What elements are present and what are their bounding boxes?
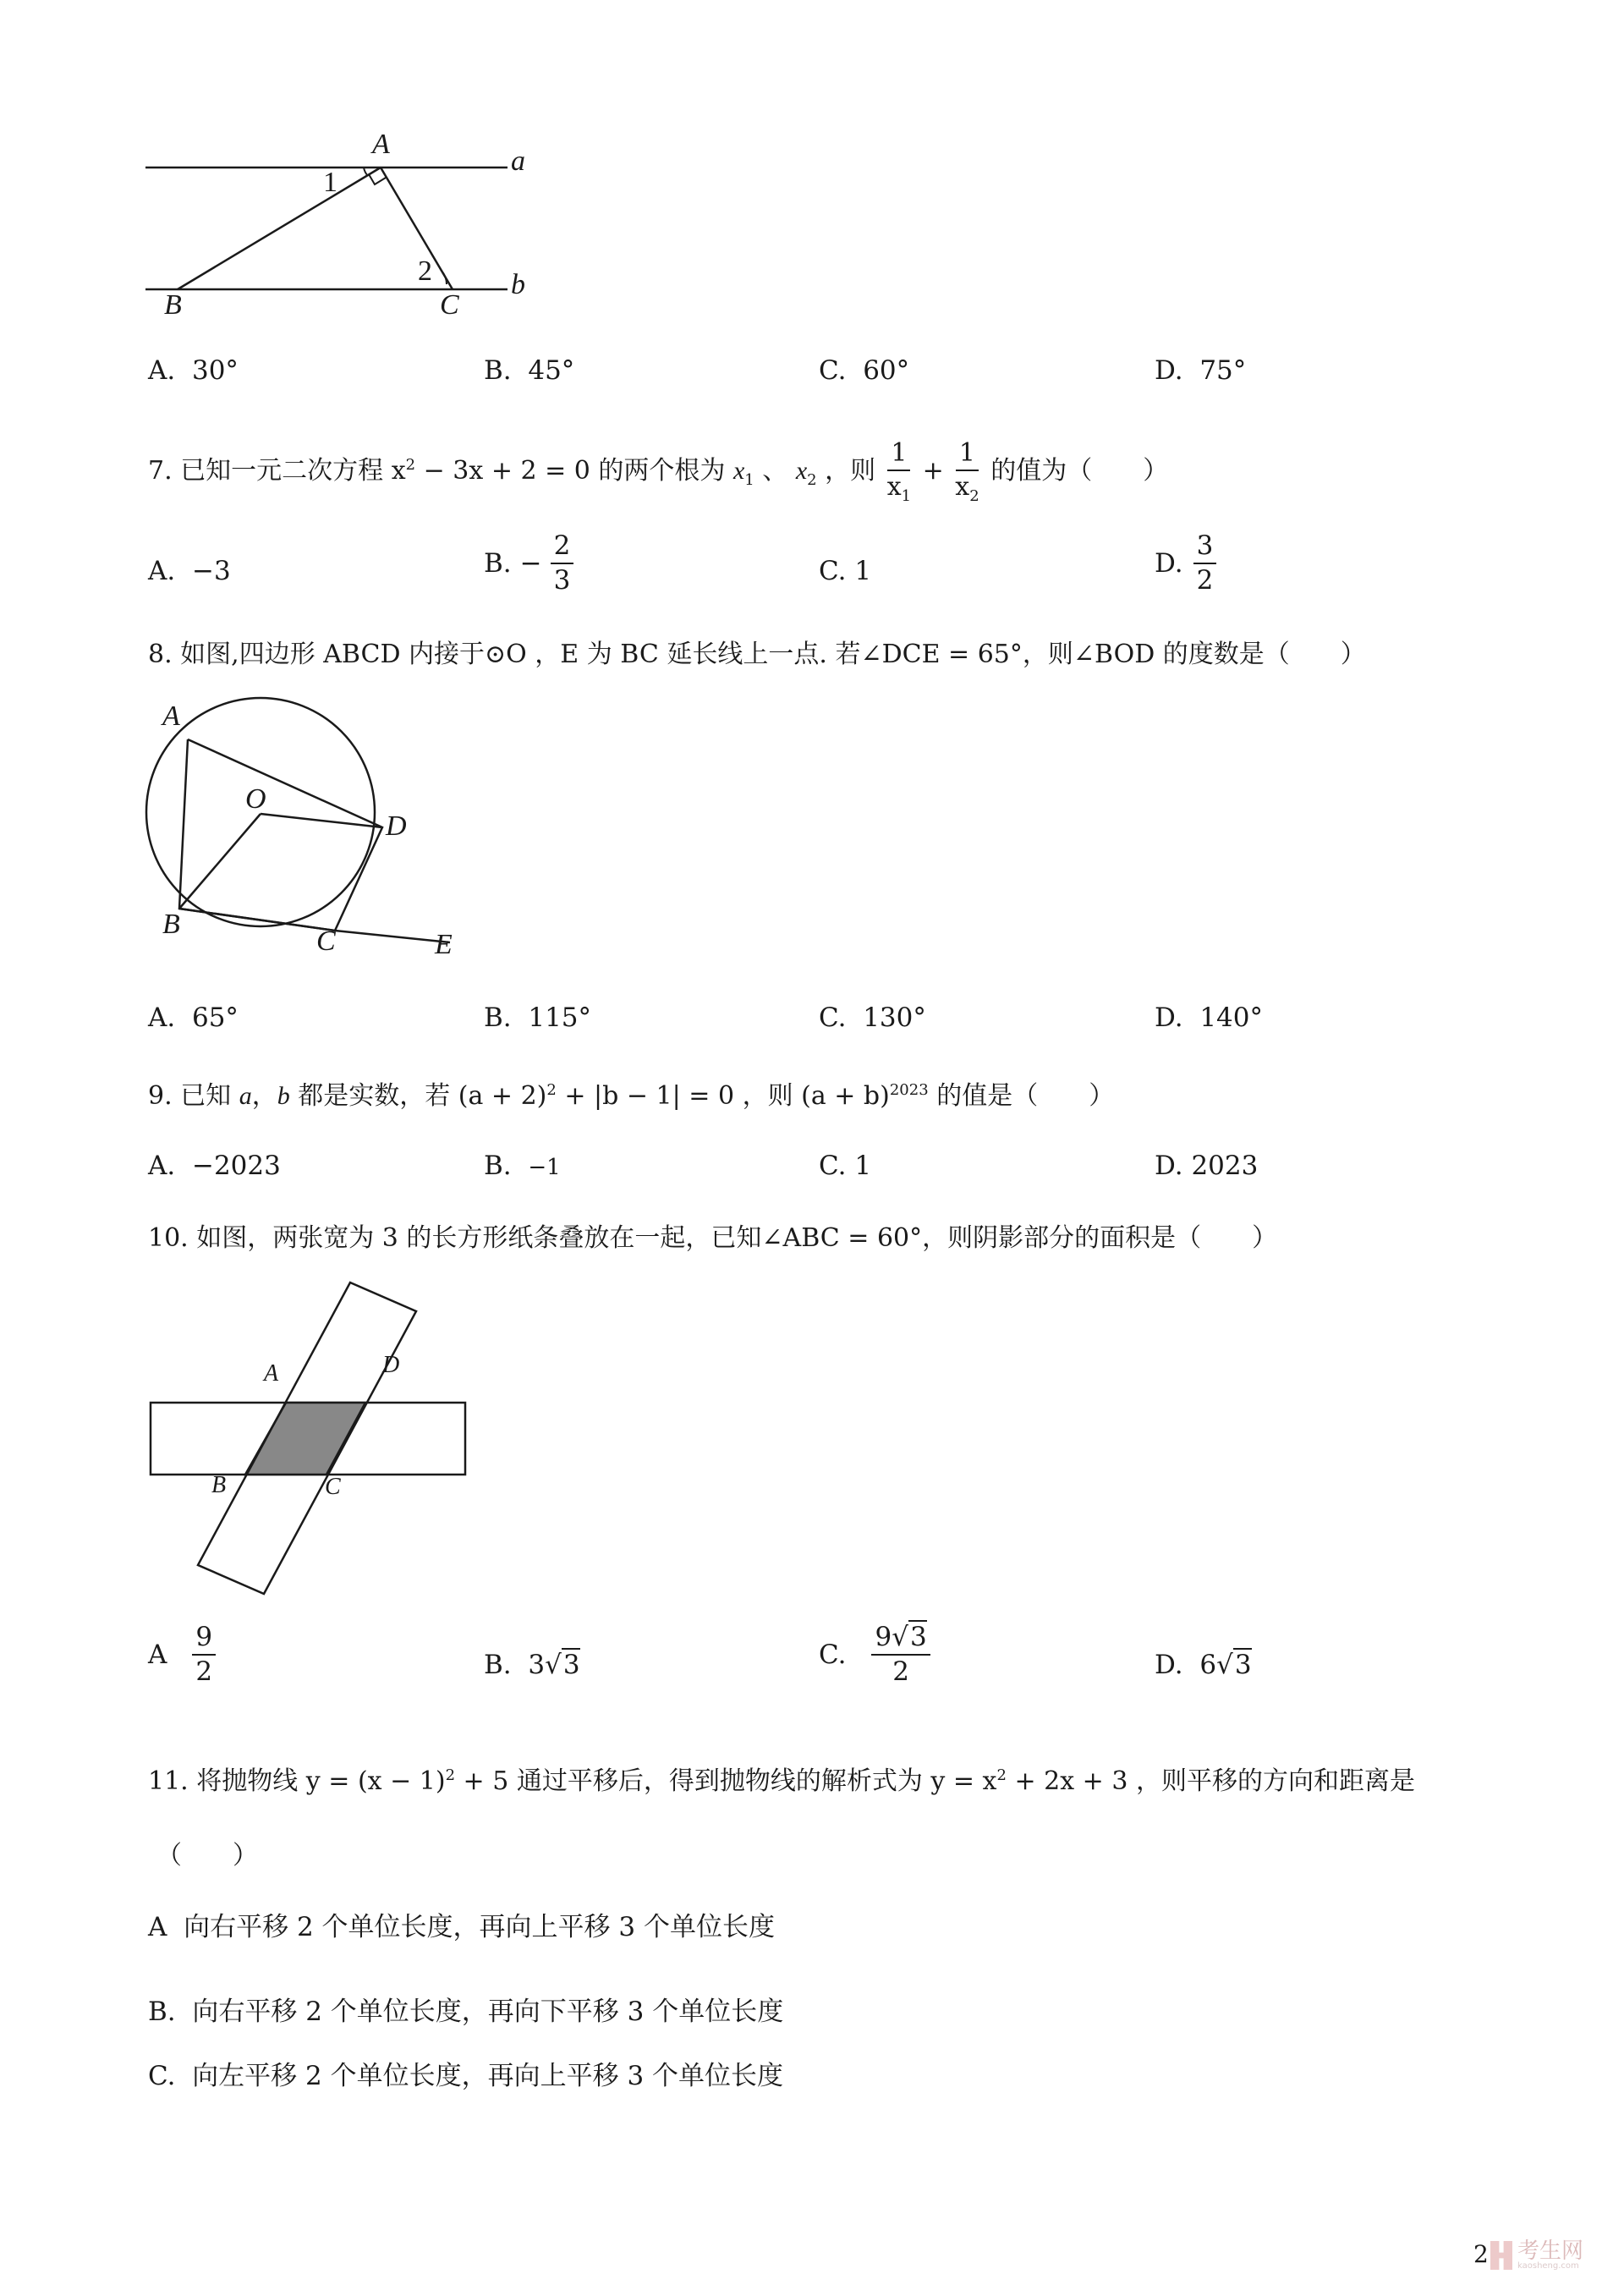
watermark	[1490, 2240, 1583, 2271]
q10-stem: 10. 如图，两张宽为 3 的长方形纸条叠放在一起，已知∠ABC = 60°，则阴影部分的面积是（ ）	[148, 1223, 1278, 1253]
fig8-label-E: E	[435, 929, 453, 960]
q10-option-a[interactable]: A $\frac{9}{2}$	[148, 1624, 216, 1685]
q7-option-d[interactable]: D. $\frac{3}{2}$	[1155, 533, 1216, 594]
option-value: 60°	[863, 355, 910, 386]
q11-answer-paren: （ ）	[156, 1841, 258, 1870]
q7-option-b[interactable]: B. − $\frac{2}{3}$	[484, 533, 573, 594]
q7-stem: 7. 已知一元二次方程 $x^2 - 3x + 2 = 0$ 的两个根为 $x_1$ 、 $x_2$ ，则 $\frac{1}{x_1}$ + $\frac{1}{x_2}$ 的值为（ ）	[148, 437, 1169, 505]
page-number: 2	[1473, 2240, 1489, 2268]
option-label: B.	[484, 355, 512, 386]
fig8-label-C: C	[316, 926, 336, 957]
q10-option-c[interactable]: C. $\frac{9√3}{2}$	[819, 1624, 930, 1685]
fig8-label-D: D	[386, 810, 407, 842]
figure-q10-overlapping-strips	[135, 1269, 491, 1607]
q6-option-c[interactable]	[819, 355, 909, 386]
q11-option-a[interactable]: A 向右平移 2 个单位长度，再向上平移 3 个单位长度	[148, 1912, 775, 1942]
q9-option-d[interactable]: D. 2023	[1155, 1151, 1259, 1181]
q8-stem: 8. 如图,四边形 ABCD 内接于⊙O ，E 为 BC 延长线上一点. 若∠DCE = 65°，则∠BOD 的度数是（ ）	[148, 640, 1366, 669]
option-label: A.	[148, 355, 176, 386]
q9-option-a[interactable]: A. −2023	[148, 1151, 281, 1181]
fig6-label-a: a	[511, 146, 525, 177]
option-label: C.	[819, 355, 847, 386]
q9-option-c[interactable]: C. 1	[819, 1151, 872, 1181]
fig10-label-D: D	[382, 1352, 400, 1378]
q6-option-d[interactable]	[1155, 355, 1246, 386]
q9-option-b[interactable]: B. −1	[484, 1151, 561, 1181]
q11-option-b[interactable]: B. 向右平移 2 个单位长度，再向下平移 3 个单位长度	[148, 1997, 784, 2027]
q8-option-c[interactable]: C. 130°	[819, 1002, 926, 1033]
q8-option-b[interactable]: B. 115°	[484, 1002, 592, 1033]
q9-stem: 9. 已知 a，b 都是实数，若 $(a + 2)^2 + |b - 1| = 0$ ，则 $(a + b)^{2023}$ 的值是（ ）	[148, 1081, 1115, 1111]
q6-option-a[interactable]	[148, 355, 239, 386]
fig8-label-A: A	[162, 700, 180, 732]
q8-option-a[interactable]: A. 65°	[148, 1002, 239, 1033]
watermark-text: 考生网	[1517, 2238, 1584, 2264]
fig6-label-B: B	[164, 289, 182, 321]
fig10-label-A: A	[264, 1360, 279, 1387]
fig6-label-A: A	[372, 129, 390, 160]
fig8-label-O: O	[245, 783, 266, 815]
q10-option-d[interactable]: D. 6√3	[1155, 1650, 1252, 1680]
fig10-label-C: C	[325, 1474, 341, 1500]
option-value: 75°	[1199, 355, 1247, 386]
fraction-1-over-x2: $\frac{1}{x_2}$	[955, 437, 979, 505]
q11-option-c[interactable]: C. 向左平移 2 个单位长度，再向上平移 3 个单位长度	[148, 2061, 784, 2091]
fig8-label-B: B	[162, 909, 180, 940]
option-value: 45°	[528, 355, 575, 386]
q11-stem: 11. 将抛物线 $y = (x - 1)^2 + 5$ 通过平移后，得到抛物线的解析式为 $y = x^2 + 2x + 3$ ，则平移的方向和距离是	[148, 1766, 1415, 1796]
figure-q6-parallel-lines	[135, 127, 550, 330]
fraction-1-over-x1: $\frac{1}{x_1}$	[886, 437, 912, 505]
option-label: D.	[1155, 355, 1183, 386]
q10-option-b[interactable]: B. 3√3	[484, 1650, 580, 1680]
q7-option-a[interactable]: A. −3	[148, 556, 231, 586]
fig6-label-1: 1	[323, 167, 337, 198]
option-value: 30°	[191, 355, 239, 386]
fig6-label-b: b	[511, 269, 525, 300]
fig6-label-2: 2	[418, 255, 432, 287]
watermark-logo-icon	[1490, 2241, 1512, 2270]
q7-option-c[interactable]: C. 1	[819, 556, 872, 586]
watermark-sub: kaosheng.com	[1517, 2261, 1579, 2271]
figure-q8-inscribed-quadrilateral	[135, 694, 491, 964]
fig6-label-C: C	[440, 289, 459, 321]
q6-option-b[interactable]	[484, 355, 574, 386]
fig10-label-B: B	[211, 1472, 227, 1498]
q8-option-d[interactable]: D. 140°	[1155, 1002, 1263, 1033]
